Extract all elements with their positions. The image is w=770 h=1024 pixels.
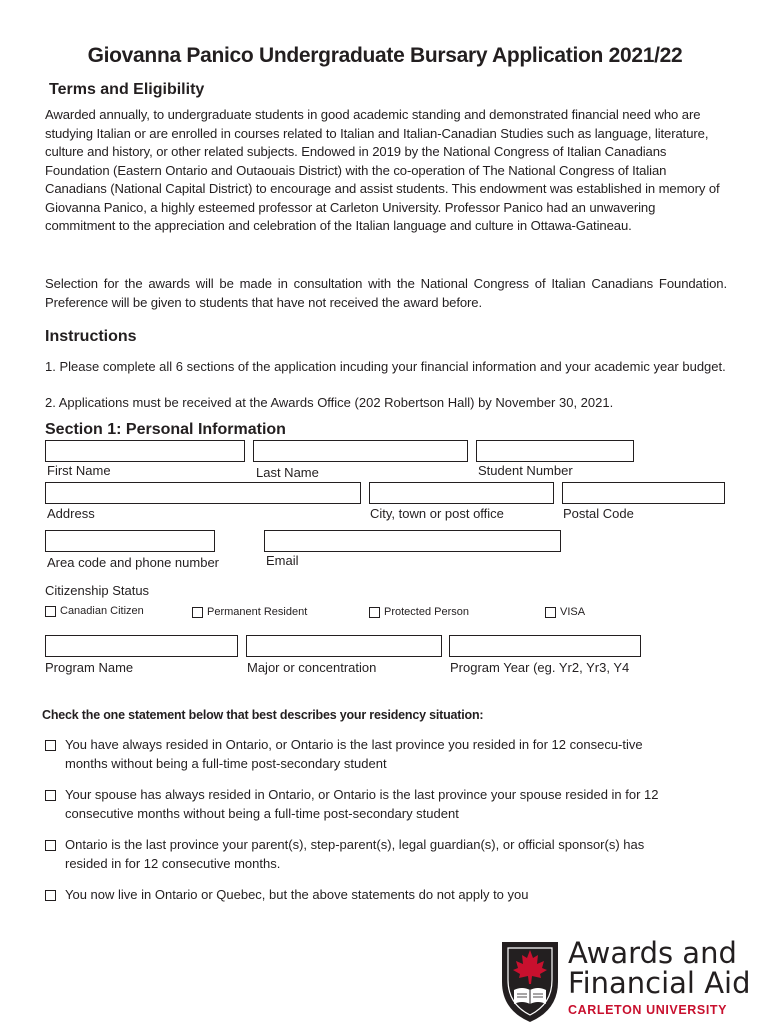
citizenship-option-permanent-resident[interactable] bbox=[192, 606, 307, 618]
residency-heading: Check the one statement below that best describes your residency situation: bbox=[42, 708, 484, 722]
citizenship-option-protected-person[interactable] bbox=[369, 606, 469, 618]
citizenship-option-label: Permanent Resident bbox=[207, 606, 308, 618]
residency-option-2[interactable] bbox=[45, 786, 685, 823]
logo-text-carleton: CARLETON UNIVERSITY bbox=[568, 1003, 728, 1017]
terms-paragraph-1: Awarded annually, to undergraduate students in good academic standing and demonstrated financial need who are studying Italian or are enrolled in courses related to Italian and Italian-Canadian Studies such as language, literature, culture and history, or other related subjects. Endowed in 2019 by the National Congress of Italian Canadians Foundation (Eastern Ontario and Outaouais District) with the co-operation of The National Congress of Italian Canadians (National Capital District) to encourage and assist students. This endowment was established in memory of Giovanna Panico, a highly esteemed professor at Carleton University. Professor Panico had an unwavering commitment to the appreciation and celebration of the Italian language and culture in Ottawa-Gatineau. bbox=[45, 107, 720, 233]
email-input[interactable] bbox=[264, 530, 561, 552]
residency-option-label: You now live in Ontario or Quebec, but the above statements do not apply to you bbox=[65, 887, 529, 902]
residency-option-label: Your spouse has always resided in Ontario, or Ontario is the last province your spouse resided in for 12 consecutive months without being a full-time post-secondary student bbox=[65, 787, 659, 821]
instruction-item-1: 1. Please complete all 6 sections of the application incuding your financial information and your academic year budget. bbox=[45, 359, 726, 374]
citizenship-option-label: Canadian Citizen bbox=[60, 605, 144, 617]
logo-text-financial-aid: Financial Aid bbox=[568, 966, 751, 1000]
first-name-label: First Name bbox=[47, 463, 111, 478]
residency-option-3[interactable] bbox=[45, 836, 685, 873]
residency-option-1[interactable] bbox=[45, 736, 685, 773]
checkbox[interactable] bbox=[45, 890, 56, 901]
checkbox[interactable] bbox=[45, 740, 56, 751]
city-input[interactable] bbox=[369, 482, 554, 504]
instructions-heading: Instructions bbox=[45, 328, 137, 345]
city-label: City, town or post office bbox=[370, 506, 504, 521]
residency-option-label: You have always resided in Ontario, or Ontario is the last province you resided in for 12 consecu-tive months without being a full-time post-secondary student bbox=[65, 737, 643, 771]
postal-code-label: Postal Code bbox=[563, 506, 634, 521]
email-label: Email bbox=[266, 553, 299, 568]
citizenship-option-label: Protected Person bbox=[384, 606, 469, 618]
phone-input[interactable] bbox=[45, 530, 215, 552]
major-label: Major or concentration bbox=[247, 660, 377, 675]
citizenship-option-label: VISA bbox=[560, 606, 586, 618]
terms-paragraph-2: Selection for the awards will be made in consultation with the National Congress of Italian Canadians Foundation. Preference will be given to students that have not received the award before. bbox=[45, 276, 727, 310]
logo-text-awards: Awards and bbox=[568, 936, 737, 970]
program-name-label: Program Name bbox=[45, 660, 134, 675]
instruction-item-2: 2. Applications must be received at the Awards Office (202 Robertson Hall) by November 30, 2021. bbox=[45, 395, 614, 410]
postal-code-input[interactable] bbox=[562, 482, 725, 504]
section-1-heading: Section 1: Personal Information bbox=[45, 421, 286, 438]
checkbox[interactable] bbox=[45, 840, 56, 851]
phone-label: Area code and phone number bbox=[47, 555, 220, 570]
major-input[interactable] bbox=[246, 635, 442, 657]
last-name-label: Last Name bbox=[256, 465, 319, 480]
checkbox[interactable] bbox=[369, 607, 380, 618]
address-input[interactable] bbox=[45, 482, 361, 504]
student-number-input[interactable] bbox=[476, 440, 634, 462]
citizenship-option-canadian[interactable] bbox=[45, 605, 144, 617]
address-label: Address bbox=[47, 506, 95, 521]
program-year-input[interactable] bbox=[449, 635, 641, 657]
checkbox[interactable] bbox=[45, 790, 56, 801]
program-year-label: Program Year (eg. Yr2, Yr3, Y4 bbox=[450, 660, 630, 675]
student-number-label: Student Number bbox=[478, 463, 573, 478]
residency-option-label: Ontario is the last province your parent(s), step-parent(s), legal guardian(s), or official sponsor(s) has resided in for 12 consecutive months. bbox=[65, 837, 645, 871]
first-name-input[interactable] bbox=[45, 440, 245, 462]
checkbox[interactable] bbox=[192, 607, 203, 618]
last-name-input[interactable] bbox=[253, 440, 468, 462]
citizenship-heading: Citizenship Status bbox=[45, 583, 150, 598]
citizenship-option-visa[interactable] bbox=[545, 606, 585, 618]
terms-heading: Terms and Eligibility bbox=[49, 81, 205, 98]
checkbox[interactable] bbox=[545, 607, 556, 618]
residency-option-4[interactable] bbox=[45, 886, 685, 905]
program-name-input[interactable] bbox=[45, 635, 238, 657]
checkbox[interactable] bbox=[45, 606, 56, 617]
page-title: Giovanna Panico Undergraduate Bursary Application 2021/22 bbox=[87, 44, 683, 67]
